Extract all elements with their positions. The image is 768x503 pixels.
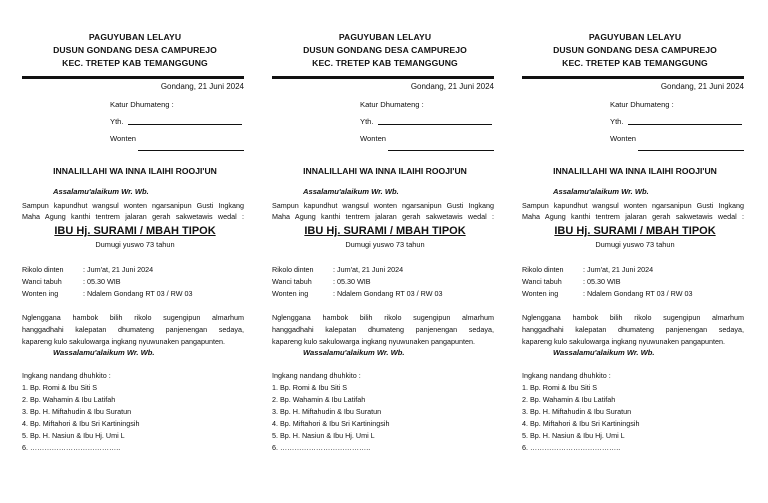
yth-line [628, 124, 742, 125]
header-rule [272, 76, 494, 79]
salam-open: Assalamu'alaikum Wr. Wb. [53, 187, 149, 196]
family-heading: Ingkang nandang dhuhkito : [522, 371, 611, 380]
announcement-panel-2 [272, 0, 498, 503]
org-name: PAGUYUBAN LELAYU [338, 32, 432, 42]
wonten-label: Wonten [360, 134, 387, 143]
wonten-line [138, 150, 244, 151]
detail-value: : 05.30 WIB [333, 277, 371, 286]
detail-value: : Jum'at, 21 Juni 2024 [583, 265, 654, 274]
announcement-panel-1 [22, 0, 248, 503]
intro-line-2: Maha Agung kanthi tentrem jalaran gerah sakwetawis wedal : [272, 212, 494, 221]
yth-line [378, 124, 492, 125]
yth-label: Yth. [610, 117, 624, 126]
closing-line-3: kapareng kulo sakulowarga ingkang nyuwunaken pangapunten. [522, 337, 725, 346]
family-heading: Ingkang nandang dhuhkito : [22, 371, 111, 380]
family-item: 2. Bp. Wahamin & Ibu Latifah [272, 395, 366, 404]
detail-value: : Jum'at, 21 Juni 2024 [83, 265, 154, 274]
detail-value: : Jum'at, 21 Juni 2024 [333, 265, 404, 274]
org-dusun: DUSUN GONDANG DESA CAMPUREJO [53, 45, 217, 55]
wonten-label: Wonten [610, 134, 637, 143]
detail-label: Wonten ing [522, 289, 559, 298]
family-heading: Ingkang nandang dhuhkito : [272, 371, 361, 380]
yth-label: Yth. [110, 117, 124, 126]
detail-label: Rikolo dinten [272, 265, 314, 274]
deceased-name: IBU Hj. SURAMI / MBAH TIPOK [554, 225, 716, 237]
family-item: 6. ……………………………….. [272, 443, 371, 452]
deceased-age: Dumugi yuswo 73 tahun [345, 240, 425, 249]
condolence-title: INNALILLAHI WA INNA ILAIHI ROOJI'UN [53, 166, 217, 176]
family-item: 4. Bp. Miftahori & Ibu Sri Kartiningsih [522, 419, 640, 428]
salam-open: Assalamu'alaikum Wr. Wb. [303, 187, 399, 196]
detail-label: Rikolo dinten [22, 265, 64, 274]
header-rule [22, 76, 244, 79]
closing-line-3: kapareng kulo sakulowarga ingkang nyuwunaken pangapunten. [22, 337, 225, 346]
intro-line-1: Sampun kapundhut wangsul wonten ngarsanipun Gusti Ingkang [22, 201, 244, 210]
family-item: 2. Bp. Wahamin & Ibu Latifah [22, 395, 116, 404]
closing-line-1: Nglenggana hambok bilih rikolo sugengipun almarhum [272, 313, 494, 322]
family-item: 2. Bp. Wahamin & Ibu Latifah [522, 395, 616, 404]
deceased-age: Dumugi yuswo 73 tahun [595, 240, 675, 249]
letter-date: Gondang, 21 Juni 2024 [660, 82, 744, 91]
letter-date: Gondang, 21 Juni 2024 [160, 82, 244, 91]
letter-date: Gondang, 21 Juni 2024 [410, 82, 494, 91]
yth-label: Yth. [360, 117, 374, 126]
family-item: 5. Bp. H. Nasiun & Ibu Hj. Umi L [22, 431, 125, 440]
family-item: 5. Bp. H. Nasiun & Ibu Hj. Umi L [522, 431, 625, 440]
salam-close: Wassalamu'alaikum Wr. Wb. [303, 348, 405, 357]
family-item: 1. Bp. Romi & Ibu Siti S [22, 383, 98, 392]
detail-label: Wonten ing [272, 289, 309, 298]
family-item: 1. Bp. Romi & Ibu Siti S [272, 383, 348, 392]
salam-open: Assalamu'alaikum Wr. Wb. [553, 187, 649, 196]
to-label: Katur Dhumateng : [360, 100, 424, 109]
to-label: Katur Dhumateng : [110, 100, 174, 109]
intro-line-2: Maha Agung kanthi tentrem jalaran gerah sakwetawis wedal : [522, 212, 744, 221]
detail-label: Wanci tabuh [522, 277, 562, 286]
closing-line-3: kapareng kulo sakulowarga ingkang nyuwunaken pangapunten. [272, 337, 475, 346]
deceased-age: Dumugi yuswo 73 tahun [95, 240, 175, 249]
org-dusun: DUSUN GONDANG DESA CAMPUREJO [303, 45, 467, 55]
condolence-title: INNALILLAHI WA INNA ILAIHI ROOJI'UN [303, 166, 467, 176]
wonten-line [388, 150, 494, 151]
detail-value: : Ndalem Gondang RT 03 / RW 03 [83, 289, 193, 298]
family-item: 3. Bp. H. Miftahudin & Ibu Suratun [272, 407, 382, 416]
closing-line-1: Nglenggana hambok bilih rikolo sugengipun almarhum [522, 313, 744, 322]
wonten-line [638, 150, 744, 151]
header-rule [522, 76, 744, 79]
closing-line-2: hanggadhahi kalepatan dhumateng panjenengan sedaya, [22, 325, 244, 334]
salam-close: Wassalamu'alaikum Wr. Wb. [553, 348, 655, 357]
org-kecamatan: KEC. TRETEP KAB TEMANGGUNG [562, 58, 708, 68]
salam-close: Wassalamu'alaikum Wr. Wb. [53, 348, 155, 357]
detail-value: : Ndalem Gondang RT 03 / RW 03 [333, 289, 443, 298]
condolence-title: INNALILLAHI WA INNA ILAIHI ROOJI'UN [553, 166, 717, 176]
family-item: 6. ……………………………….. [22, 443, 121, 452]
family-item: 1. Bp. Romi & Ibu Siti S [522, 383, 598, 392]
org-kecamatan: KEC. TRETEP KAB TEMANGGUNG [62, 58, 208, 68]
detail-label: Rikolo dinten [522, 265, 564, 274]
family-item: 4. Bp. Miftahori & Ibu Sri Kartiningsih [272, 419, 390, 428]
announcement-panel-3 [522, 0, 748, 503]
intro-line-1: Sampun kapundhut wangsul wonten ngarsanipun Gusti Ingkang [522, 201, 744, 210]
closing-line-2: hanggadhahi kalepatan dhumateng panjenengan sedaya, [272, 325, 494, 334]
org-kecamatan: KEC. TRETEP KAB TEMANGGUNG [312, 58, 458, 68]
family-item: 6. ……………………………….. [522, 443, 621, 452]
deceased-name: IBU Hj. SURAMI / MBAH TIPOK [54, 225, 216, 237]
wonten-label: Wonten [110, 134, 137, 143]
detail-label: Wonten ing [22, 289, 59, 298]
detail-label: Wanci tabuh [272, 277, 312, 286]
intro-line-2: Maha Agung kanthi tentrem jalaran gerah sakwetawis wedal : [22, 212, 244, 221]
family-item: 4. Bp. Miftahori & Ibu Sri Kartiningsih [22, 419, 140, 428]
closing-line-2: hanggadhahi kalepatan dhumateng panjenengan sedaya, [522, 325, 744, 334]
detail-value: : 05.30 WIB [583, 277, 621, 286]
detail-label: Wanci tabuh [22, 277, 62, 286]
yth-line [128, 124, 242, 125]
closing-line-1: Nglenggana hambok bilih rikolo sugengipun almarhum [22, 313, 244, 322]
family-item: 5. Bp. H. Nasiun & Ibu Hj. Umi L [272, 431, 375, 440]
org-name: PAGUYUBAN LELAYU [88, 32, 182, 42]
family-item: 3. Bp. H. Miftahudin & Ibu Suratun [22, 407, 132, 416]
intro-line-1: Sampun kapundhut wangsul wonten ngarsanipun Gusti Ingkang [272, 201, 494, 210]
deceased-name: IBU Hj. SURAMI / MBAH TIPOK [304, 225, 466, 237]
detail-value: : 05.30 WIB [83, 277, 121, 286]
org-name: PAGUYUBAN LELAYU [588, 32, 682, 42]
family-item: 3. Bp. H. Miftahudin & Ibu Suratun [522, 407, 632, 416]
to-label: Katur Dhumateng : [610, 100, 674, 109]
org-dusun: DUSUN GONDANG DESA CAMPUREJO [553, 45, 717, 55]
detail-value: : Ndalem Gondang RT 03 / RW 03 [583, 289, 693, 298]
